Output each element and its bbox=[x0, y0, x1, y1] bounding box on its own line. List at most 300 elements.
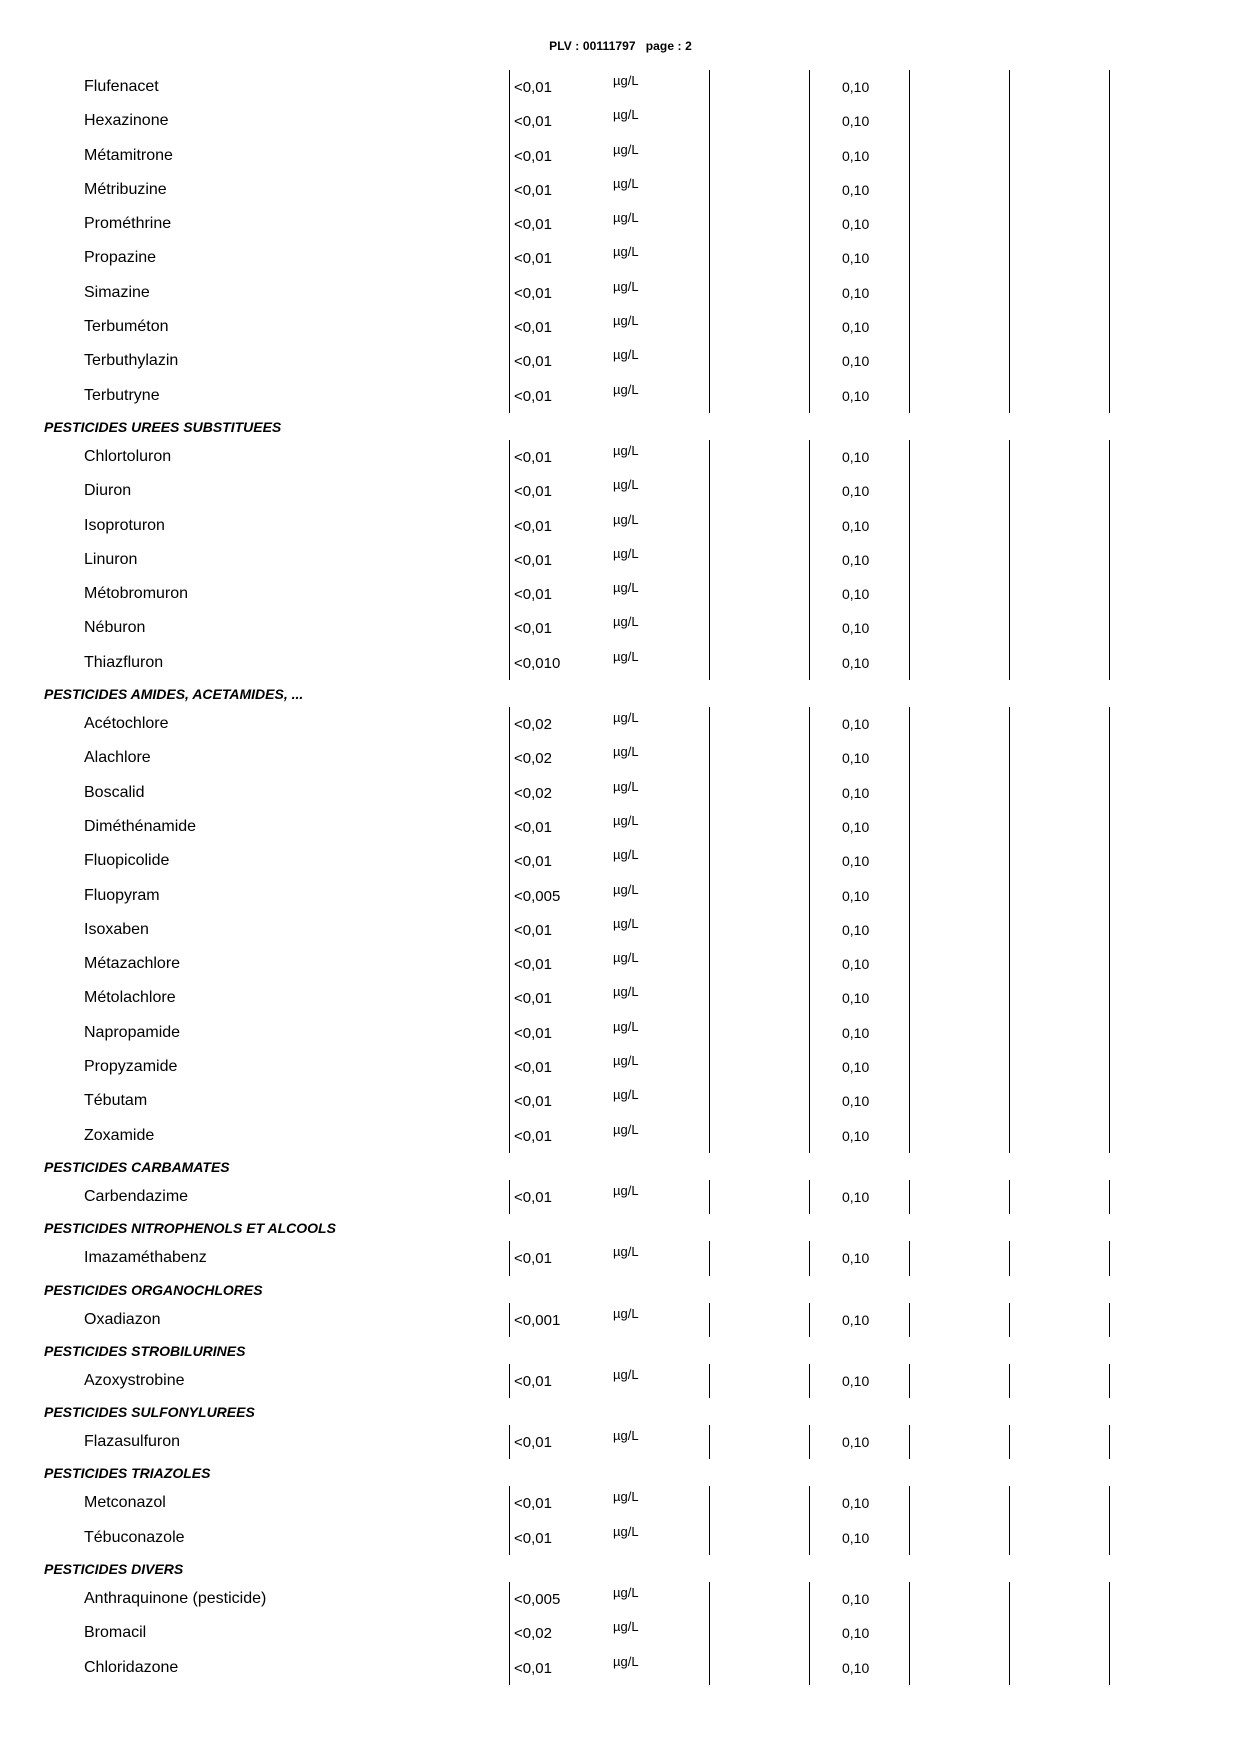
table-row bbox=[0, 1016, 1241, 1050]
parameter-name: Chloridazone bbox=[84, 1658, 179, 1676]
parameter-name: Terbutryne bbox=[84, 386, 160, 404]
unit-label: µg/L bbox=[613, 1244, 639, 1260]
column-divider bbox=[1109, 139, 1110, 173]
unit-label: µg/L bbox=[613, 347, 639, 363]
plv-number: PLV : 00111797 bbox=[549, 39, 636, 53]
parameter-name: Bromacil bbox=[84, 1624, 147, 1642]
parameter-name: Propyzamide bbox=[84, 1058, 178, 1076]
column-divider bbox=[1109, 1016, 1110, 1050]
unit-label: µg/L bbox=[613, 1653, 639, 1669]
column-divider bbox=[809, 1084, 810, 1118]
column-divider bbox=[1009, 1016, 1010, 1050]
column-divider bbox=[1109, 1241, 1110, 1275]
column-divider bbox=[909, 1616, 910, 1650]
section-title: PESTICIDES AMIDES, ACETAMIDES, ... bbox=[44, 686, 304, 703]
result-value: <0,01 bbox=[514, 1127, 552, 1145]
column-divider bbox=[509, 1180, 510, 1214]
column-divider bbox=[1109, 1084, 1110, 1118]
column-divider bbox=[509, 1016, 510, 1050]
column-divider bbox=[1009, 474, 1010, 508]
column-divider bbox=[809, 104, 810, 138]
column-divider bbox=[909, 543, 910, 577]
table-row bbox=[0, 241, 1241, 275]
column-divider bbox=[509, 577, 510, 611]
column-divider bbox=[1109, 474, 1110, 508]
column-divider bbox=[1109, 947, 1110, 981]
column-divider bbox=[1109, 543, 1110, 577]
result-value: <0,01 bbox=[514, 1250, 552, 1268]
column-divider bbox=[509, 70, 510, 104]
table-row bbox=[0, 810, 1241, 844]
parameter-name: Flufenacet bbox=[84, 78, 159, 95]
result-value: <0,01 bbox=[514, 448, 552, 466]
column-divider bbox=[1109, 344, 1110, 378]
parameter-name: Linuron bbox=[84, 550, 138, 568]
column-divider bbox=[909, 1651, 910, 1685]
column-divider bbox=[1009, 310, 1010, 344]
unit-label: µg/L bbox=[613, 1121, 639, 1137]
parameter-name: Fluopicolide bbox=[84, 852, 170, 870]
table-row bbox=[0, 1303, 1241, 1337]
column-divider bbox=[1009, 1119, 1010, 1153]
table-row bbox=[0, 509, 1241, 543]
unit-label: µg/L bbox=[613, 1428, 639, 1444]
column-divider bbox=[1009, 947, 1010, 981]
column-divider bbox=[709, 707, 710, 741]
column-divider bbox=[1009, 1651, 1010, 1685]
column-divider bbox=[809, 741, 810, 775]
column-divider bbox=[809, 611, 810, 645]
unit-label: µg/L bbox=[613, 648, 639, 664]
unit-label: µg/L bbox=[613, 73, 639, 88]
parameter-name: Métamitrone bbox=[84, 146, 173, 164]
unit-label: µg/L bbox=[613, 812, 639, 828]
section-title: PESTICIDES DIVERS bbox=[44, 1560, 184, 1577]
table-row bbox=[0, 707, 1241, 741]
column-divider bbox=[509, 741, 510, 775]
column-divider bbox=[1009, 139, 1010, 173]
result-value: <0,02 bbox=[514, 716, 552, 734]
column-divider bbox=[809, 440, 810, 474]
unit-label: µg/L bbox=[613, 778, 639, 794]
column-divider bbox=[909, 646, 910, 680]
column-divider bbox=[1109, 981, 1110, 1015]
column-divider bbox=[909, 1425, 910, 1459]
column-divider bbox=[1109, 1180, 1110, 1214]
parameter-name: Zoxamide bbox=[84, 1126, 155, 1144]
unit-label: µg/L bbox=[613, 710, 639, 726]
column-divider bbox=[809, 543, 810, 577]
column-divider bbox=[1009, 577, 1010, 611]
parameter-name: Néburon bbox=[84, 619, 146, 637]
table-row bbox=[0, 913, 1241, 947]
page-header bbox=[0, 39, 1241, 53]
parameter-name: Alachlore bbox=[84, 749, 151, 767]
column-divider bbox=[709, 344, 710, 378]
column-divider bbox=[1109, 1364, 1110, 1398]
column-divider bbox=[1109, 577, 1110, 611]
column-divider bbox=[809, 1651, 810, 1685]
parameter-name: Fluopyram bbox=[84, 886, 160, 904]
limit-value: 0,10 bbox=[842, 1093, 870, 1110]
section-header bbox=[0, 680, 1241, 707]
page-number: page : 2 bbox=[645, 39, 692, 53]
result-value: <0,01 bbox=[514, 1024, 552, 1042]
column-divider bbox=[1109, 646, 1110, 680]
column-divider bbox=[1009, 241, 1010, 275]
column-divider bbox=[1109, 810, 1110, 844]
result-value: <0,01 bbox=[514, 853, 552, 871]
result-value: <0,01 bbox=[514, 79, 552, 96]
column-divider bbox=[509, 1582, 510, 1616]
column-divider bbox=[909, 879, 910, 913]
column-divider bbox=[1009, 1180, 1010, 1214]
unit-label: µg/L bbox=[613, 950, 639, 966]
column-divider bbox=[709, 1486, 710, 1520]
column-divider bbox=[809, 981, 810, 1015]
parameter-name: Propazine bbox=[84, 249, 157, 267]
column-divider bbox=[909, 913, 910, 947]
result-value: <0,01 bbox=[514, 551, 552, 569]
parameter-name: Imazaméthabenz bbox=[84, 1249, 207, 1267]
result-value: <0,01 bbox=[514, 483, 552, 501]
analysis-results-table bbox=[0, 70, 1241, 1685]
column-divider bbox=[1109, 440, 1110, 474]
section-header bbox=[0, 413, 1241, 440]
unit-label: µg/L bbox=[613, 278, 639, 294]
column-divider bbox=[1109, 104, 1110, 138]
section-title: PESTICIDES STROBILURINES bbox=[44, 1342, 246, 1359]
column-divider bbox=[909, 440, 910, 474]
column-divider bbox=[509, 844, 510, 878]
limit-value: 0,10 bbox=[842, 586, 870, 603]
parameter-name: Napropamide bbox=[84, 1023, 181, 1041]
table-row bbox=[0, 611, 1241, 645]
column-divider bbox=[509, 276, 510, 310]
result-value: <0,02 bbox=[514, 750, 552, 768]
table-row bbox=[0, 207, 1241, 241]
column-divider bbox=[809, 947, 810, 981]
unit-label: µg/L bbox=[613, 381, 639, 397]
parameter-name: Terbuméton bbox=[84, 318, 169, 336]
limit-value: 0,10 bbox=[842, 1372, 870, 1389]
column-divider bbox=[1109, 310, 1110, 344]
column-divider bbox=[709, 379, 710, 413]
parameter-name: Tébuconazole bbox=[84, 1528, 185, 1546]
unit-label: µg/L bbox=[613, 141, 639, 157]
table-row bbox=[0, 276, 1241, 310]
column-divider bbox=[1009, 344, 1010, 378]
column-divider bbox=[1009, 173, 1010, 207]
limit-value: 0,10 bbox=[842, 784, 870, 801]
column-divider bbox=[709, 1303, 710, 1337]
table-row bbox=[0, 310, 1241, 344]
result-value: <0,01 bbox=[514, 1059, 552, 1077]
column-divider bbox=[709, 1119, 710, 1153]
column-divider bbox=[909, 379, 910, 413]
limit-value: 0,10 bbox=[842, 1495, 870, 1512]
table-row bbox=[0, 440, 1241, 474]
column-divider bbox=[909, 707, 910, 741]
column-divider bbox=[809, 1425, 810, 1459]
column-divider bbox=[709, 1241, 710, 1275]
column-divider bbox=[709, 1582, 710, 1616]
limit-value: 0,10 bbox=[842, 1434, 870, 1451]
column-divider bbox=[509, 173, 510, 207]
result-value: <0,01 bbox=[514, 1434, 552, 1452]
column-divider bbox=[809, 276, 810, 310]
unit-label: µg/L bbox=[613, 1053, 639, 1069]
column-divider bbox=[509, 1616, 510, 1650]
column-divider bbox=[709, 844, 710, 878]
result-value: <0,01 bbox=[514, 818, 552, 836]
limit-value: 0,10 bbox=[842, 620, 870, 637]
column-divider bbox=[1109, 611, 1110, 645]
result-value: <0,001 bbox=[514, 1311, 561, 1329]
unit-label: µg/L bbox=[613, 847, 639, 863]
column-divider bbox=[709, 879, 710, 913]
column-divider bbox=[1109, 1425, 1110, 1459]
column-divider bbox=[509, 646, 510, 680]
table-row bbox=[0, 577, 1241, 611]
section-header bbox=[0, 1337, 1241, 1364]
column-divider bbox=[809, 241, 810, 275]
table-row bbox=[0, 70, 1241, 104]
column-divider bbox=[1009, 1241, 1010, 1275]
unit-label: µg/L bbox=[613, 614, 639, 630]
limit-value: 0,10 bbox=[842, 654, 870, 671]
column-divider bbox=[709, 276, 710, 310]
table-row bbox=[0, 646, 1241, 680]
column-divider bbox=[709, 1364, 710, 1398]
column-divider bbox=[709, 776, 710, 810]
unit-label: µg/L bbox=[613, 915, 639, 931]
column-divider bbox=[1109, 207, 1110, 241]
column-divider bbox=[909, 611, 910, 645]
column-divider bbox=[709, 913, 710, 947]
limit-value: 0,10 bbox=[842, 956, 870, 973]
result-value: <0,01 bbox=[514, 620, 552, 638]
column-divider bbox=[1009, 776, 1010, 810]
column-divider bbox=[1109, 1119, 1110, 1153]
column-divider bbox=[909, 577, 910, 611]
column-divider bbox=[1109, 707, 1110, 741]
section-header bbox=[0, 1153, 1241, 1180]
column-divider bbox=[909, 1486, 910, 1520]
column-divider bbox=[909, 1180, 910, 1214]
table-row bbox=[0, 173, 1241, 207]
unit-label: µg/L bbox=[613, 984, 639, 1000]
column-divider bbox=[909, 981, 910, 1015]
unit-label: µg/L bbox=[613, 313, 639, 329]
unit-label: µg/L bbox=[613, 881, 639, 897]
limit-value: 0,10 bbox=[842, 147, 870, 164]
column-divider bbox=[709, 509, 710, 543]
result-value: <0,01 bbox=[514, 250, 552, 268]
column-divider bbox=[509, 543, 510, 577]
unit-label: µg/L bbox=[613, 107, 639, 123]
column-divider bbox=[709, 310, 710, 344]
table-row bbox=[0, 1180, 1241, 1214]
column-divider bbox=[1009, 1084, 1010, 1118]
column-divider bbox=[709, 1180, 710, 1214]
column-divider bbox=[1009, 509, 1010, 543]
column-divider bbox=[1109, 741, 1110, 775]
column-divider bbox=[1009, 1486, 1010, 1520]
section-title: PESTICIDES SULFONYLUREES bbox=[44, 1404, 255, 1421]
column-divider bbox=[1109, 844, 1110, 878]
section-header bbox=[0, 1398, 1241, 1425]
limit-value: 0,10 bbox=[842, 1625, 870, 1642]
limit-value: 0,10 bbox=[842, 990, 870, 1007]
table-row bbox=[0, 1521, 1241, 1555]
column-divider bbox=[1109, 173, 1110, 207]
column-divider bbox=[1009, 276, 1010, 310]
section-title: PESTICIDES UREES SUBSTITUEES bbox=[44, 418, 282, 435]
column-divider bbox=[1009, 1616, 1010, 1650]
unit-label: µg/L bbox=[613, 210, 639, 226]
parameter-name: Métribuzine bbox=[84, 180, 167, 198]
unit-label: µg/L bbox=[613, 1182, 639, 1198]
column-divider bbox=[809, 1050, 810, 1084]
column-divider bbox=[709, 1425, 710, 1459]
column-divider bbox=[509, 981, 510, 1015]
result-value: <0,02 bbox=[514, 1625, 552, 1643]
column-divider bbox=[809, 577, 810, 611]
column-divider bbox=[509, 1425, 510, 1459]
column-divider bbox=[509, 474, 510, 508]
column-divider bbox=[909, 241, 910, 275]
column-divider bbox=[509, 810, 510, 844]
column-divider bbox=[909, 139, 910, 173]
column-divider bbox=[909, 810, 910, 844]
column-divider bbox=[1109, 509, 1110, 543]
column-divider bbox=[909, 509, 910, 543]
parameter-name: Diméthénamide bbox=[84, 817, 197, 835]
table-row bbox=[0, 1364, 1241, 1398]
limit-value: 0,10 bbox=[842, 750, 870, 767]
column-divider bbox=[809, 776, 810, 810]
column-divider bbox=[1009, 844, 1010, 878]
column-divider bbox=[709, 1616, 710, 1650]
column-divider bbox=[1009, 1050, 1010, 1084]
column-divider bbox=[509, 379, 510, 413]
unit-label: µg/L bbox=[613, 1087, 639, 1103]
column-divider bbox=[809, 1016, 810, 1050]
column-divider bbox=[1109, 776, 1110, 810]
parameter-name: Acétochlore bbox=[84, 715, 169, 733]
table-row bbox=[0, 1486, 1241, 1520]
result-value: <0,01 bbox=[514, 1529, 552, 1547]
column-divider bbox=[709, 543, 710, 577]
result-value: <0,01 bbox=[514, 284, 552, 302]
unit-label: µg/L bbox=[613, 1366, 639, 1382]
column-divider bbox=[909, 947, 910, 981]
column-divider bbox=[509, 776, 510, 810]
limit-value: 0,10 bbox=[842, 551, 870, 568]
limit-value: 0,10 bbox=[842, 1059, 870, 1076]
column-divider bbox=[909, 1582, 910, 1616]
limit-value: 0,10 bbox=[842, 1529, 870, 1546]
column-divider bbox=[709, 981, 710, 1015]
parameter-name: Chlortoluron bbox=[84, 447, 172, 465]
column-divider bbox=[909, 207, 910, 241]
parameter-name: Simazine bbox=[84, 283, 150, 301]
table-row bbox=[0, 139, 1241, 173]
column-divider bbox=[1109, 1303, 1110, 1337]
limit-value: 0,10 bbox=[842, 319, 870, 336]
column-divider bbox=[809, 509, 810, 543]
table-row bbox=[0, 776, 1241, 810]
column-divider bbox=[509, 913, 510, 947]
parameter-name: Métobromuron bbox=[84, 585, 189, 603]
column-divider bbox=[709, 577, 710, 611]
column-divider bbox=[509, 1486, 510, 1520]
column-divider bbox=[809, 139, 810, 173]
column-divider bbox=[509, 1521, 510, 1555]
column-divider bbox=[709, 611, 710, 645]
column-divider bbox=[909, 1241, 910, 1275]
limit-value: 0,10 bbox=[842, 1659, 870, 1676]
unit-label: µg/L bbox=[613, 545, 639, 561]
column-divider bbox=[1109, 913, 1110, 947]
column-divider bbox=[809, 1241, 810, 1275]
column-divider bbox=[1009, 207, 1010, 241]
result-value: <0,01 bbox=[514, 353, 552, 371]
column-divider bbox=[509, 344, 510, 378]
column-divider bbox=[1109, 70, 1110, 104]
column-divider bbox=[709, 1521, 710, 1555]
parameter-name: Azoxystrobine bbox=[84, 1371, 185, 1389]
table-row bbox=[0, 344, 1241, 378]
unit-label: µg/L bbox=[613, 175, 639, 191]
column-divider bbox=[509, 707, 510, 741]
result-value: <0,01 bbox=[514, 113, 552, 131]
limit-value: 0,10 bbox=[842, 1127, 870, 1144]
column-divider bbox=[809, 1364, 810, 1398]
table-row bbox=[0, 1582, 1241, 1616]
column-divider bbox=[709, 1651, 710, 1685]
unit-label: µg/L bbox=[613, 244, 639, 260]
column-divider bbox=[709, 1084, 710, 1118]
column-divider bbox=[1109, 1616, 1110, 1650]
limit-value: 0,10 bbox=[842, 517, 870, 534]
table-row bbox=[0, 1050, 1241, 1084]
column-divider bbox=[1009, 379, 1010, 413]
column-divider bbox=[1009, 913, 1010, 947]
column-divider bbox=[909, 1364, 910, 1398]
table-row bbox=[0, 379, 1241, 413]
column-divider bbox=[509, 1364, 510, 1398]
parameter-name: Metconazol bbox=[84, 1494, 166, 1512]
result-value: <0,01 bbox=[514, 586, 552, 604]
column-divider bbox=[1109, 276, 1110, 310]
column-divider bbox=[1009, 810, 1010, 844]
limit-value: 0,10 bbox=[842, 250, 870, 267]
column-divider bbox=[809, 810, 810, 844]
result-value: <0,01 bbox=[514, 517, 552, 535]
unit-label: µg/L bbox=[613, 1523, 639, 1539]
limit-value: 0,10 bbox=[842, 79, 870, 95]
limit-value: 0,10 bbox=[842, 818, 870, 835]
result-value: <0,005 bbox=[514, 1590, 561, 1608]
result-value: <0,01 bbox=[514, 1093, 552, 1111]
result-value: <0,010 bbox=[514, 654, 561, 672]
column-divider bbox=[909, 104, 910, 138]
unit-label: µg/L bbox=[613, 477, 639, 493]
limit-value: 0,10 bbox=[842, 353, 870, 370]
column-divider bbox=[709, 810, 710, 844]
